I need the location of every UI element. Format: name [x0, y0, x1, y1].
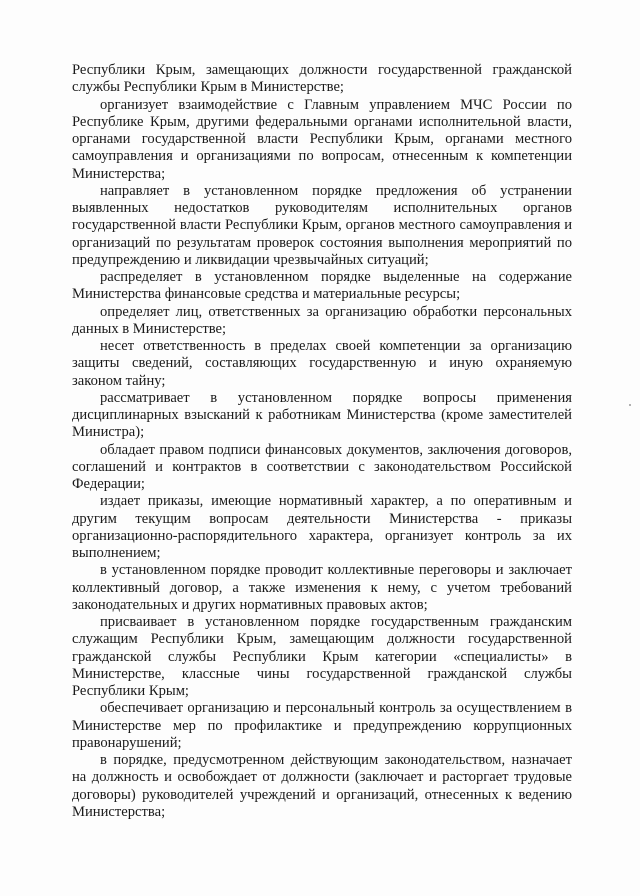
- paragraph-13: в порядке, предусмотренном действующим законодательством, назначает на должность и освобождает от должности (заключает и расторгает трудовые договоры) руководителей учреждений и организаций, отнесенных к ведению Министерства;: [72, 752, 572, 820]
- paragraph-12: обеспечивает организацию и персональный контроль за осуществлением в Министерстве мер по профилактике и предупреждению коррупционных правонарушений;: [72, 700, 572, 751]
- paragraph-8: обладает правом подписи финансовых документов, заключения договоров, соглашений и контрактов в соответствии с законодательством Российской Федерации;: [72, 441, 572, 492]
- paragraph-3: направляет в установленном порядке предложения об устранении выявленных недостатков руководителям исполнительных органов государственной власти Республики Крым, органов местного самоуправления и организаций по результатам проверок состояния выполнения мероприятий по предупреждению и ликвидации чрезвычайных ситуаций;: [72, 182, 572, 268]
- paragraph-11: присваивает в установленном порядке государственным гражданским служащим Республики Крым, замещающим должности государственной гражданской службы Республики Крым категории «специалисты» в Министерстве, классные чины государственной гражданской службы Республики Крым;: [72, 614, 572, 699]
- paragraph-2: организует взаимодействие с Главным управлением МЧС России по Республике Крым, другими федеральными органами исполнительной власти, органами государственной власти Республики Крым, органами местного самоуправления и организациями по вопросам, отнесенным к компетенции Министерства;: [72, 96, 572, 182]
- paragraph-7: рассматривает в установленном порядке вопросы применения дисциплинарных взысканий к работникам Министерства (кроме заместителей Министра);: [72, 389, 572, 441]
- paragraph-9: издает приказы, имеющие нормативный характер, а по оперативным и другим текущим вопросам деятельности Министерства - приказы организационно-распорядительного характера, организует контроль за их выполнением;: [72, 493, 572, 561]
- paragraph-6: несет ответственность в пределах своей компетенции за организацию защиты сведений, составляющих государственную и иную охраняемую законом тайну;: [72, 338, 572, 389]
- document-body: [72, 62, 572, 821]
- scan-speck: [629, 404, 631, 406]
- paragraph-1: Республики Крым, замещающих должности государственной гражданской службы Республики Крым в Министерстве;: [72, 62, 572, 96]
- paragraph-5: определяет лиц, ответственных за организацию обработки персональных данных в Министерстве;: [72, 303, 572, 337]
- paragraph-10: в установленном порядке проводит коллективные переговоры и заключает коллективный договор, а также изменения к нему, с учетом требований законодательных и других нормативных правовых актов;: [72, 562, 572, 613]
- paragraph-4: распределяет в установленном порядке выделенные на содержание Министерства финансовые средства и материальные ресурсы;: [72, 269, 572, 303]
